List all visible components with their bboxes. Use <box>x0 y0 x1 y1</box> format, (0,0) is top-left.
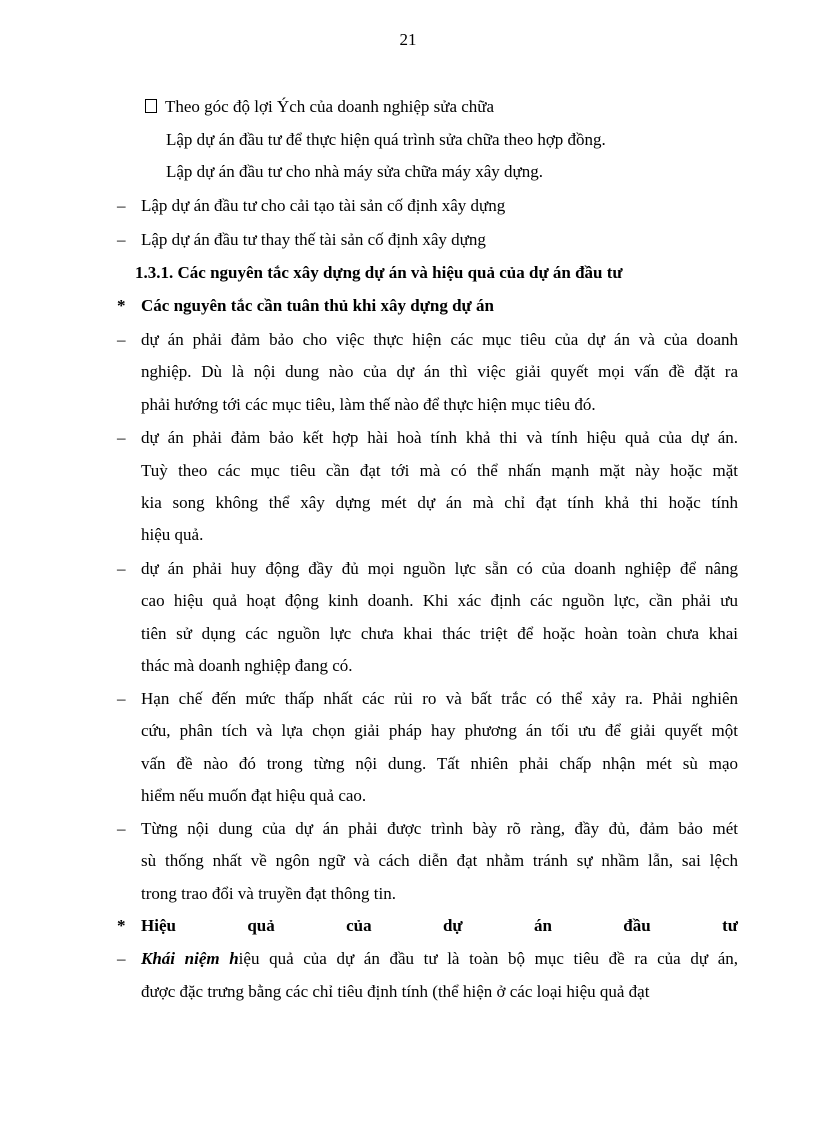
dash-bullet: – <box>117 559 126 578</box>
list-item: Lập dự án đầu tư cho nhà máy sửa chữa máy xây dựng. <box>166 162 543 181</box>
subheading-word: án <box>533 916 552 935</box>
dash-bullet: – <box>117 949 126 968</box>
dash-bullet: – <box>117 428 126 447</box>
paragraph-line <box>141 949 738 969</box>
paragraph-text: iệu quả của dự án đầu tư là toàn bộ mục tiêu đề ra của dự án, <box>238 949 738 968</box>
paragraph-line: nghiệp. Dù là nội dung nào của dự án thì việc giải quyết mọi vấn đề đặt ra <box>141 362 738 381</box>
list-item-text: Theo góc độ lợi Ých của doanh nghiệp sửa chữa <box>165 97 495 116</box>
paragraph-line: Tuỳ theo các mục tiêu cần đạt tới mà có thể nhấn mạnh mặt này hoặc mặt <box>141 461 738 480</box>
paragraph-line: cứu, phân tích và lựa chọn giải pháp hay phương án tối ưu để giải quyết một <box>141 721 738 740</box>
paragraph-line: dự án phải đảm bảo kết hợp hài hoà tính khả thi và tính hiệu quả của dự án. <box>141 428 738 447</box>
section-heading: 1.3.1. Các nguyên tắc xây dựng dự án và hiệu quả của dự án đầu tư <box>135 263 623 282</box>
paragraph-line: sù thống nhất về ngôn ngữ và cách diễn đạt nhằm tránh sự nhầm lẫn, sai lệch <box>141 851 738 870</box>
page-number: 21 <box>399 30 417 49</box>
checkbox-bullet-icon <box>145 99 157 113</box>
subheading-word: đầu <box>623 916 651 935</box>
subheading-word: dự <box>442 916 463 935</box>
paragraph-line: Từng nội dung của dự án phải được trình bày rõ ràng, đầy đủ, đảm bảo mét <box>141 819 738 838</box>
star-bullet: * <box>117 916 126 935</box>
paragraph-line: phải hướng tới các mục tiêu, làm thế nào để thực hiện mục tiêu đó. <box>141 395 596 414</box>
list-item: Lập dự án đầu tư thay thế tài sản cố định xây dựng <box>141 230 486 249</box>
dash-bullet: – <box>117 196 126 215</box>
paragraph-line: được đặc trưng bằng các chỉ tiêu định tính (thể hiện ở các loại hiệu quả đạt <box>141 982 650 1001</box>
paragraph-line: hiểm nếu muốn đạt hiệu quả cao. <box>141 786 367 805</box>
paragraph-line: thác mà doanh nghiệp đang có. <box>141 656 353 675</box>
subheading-word: của <box>346 916 372 935</box>
paragraph-line: dự án phải huy động đầy đủ mọi nguồn lực sẵn có của doanh nghiệp để nâng <box>141 559 738 578</box>
dash-bullet: – <box>117 819 126 838</box>
star-bullet: * <box>117 296 126 315</box>
subheading-word: tư <box>722 916 738 935</box>
paragraph-line: cao hiệu quả hoạt động kinh doanh. Khi xác định các nguồn lực, cần phải ưu <box>141 591 738 610</box>
dash-bullet: – <box>117 689 126 708</box>
dash-bullet: – <box>117 330 126 349</box>
paragraph-line: vấn đề nào đó trong từng nội dung. Tất nhiên phải chấp nhận mét sù mạo <box>141 754 738 773</box>
subheading-word: Hiệu <box>141 916 176 935</box>
list-item <box>145 97 494 117</box>
paragraph-line: hiệu quả. <box>141 525 204 544</box>
paragraph-line: dự án phải đảm bảo cho việc thực hiện các mục tiêu của dự án và của doanh <box>141 330 738 349</box>
subheading: Các nguyên tắc cần tuân thủ khi xây dựng dự án <box>141 296 494 315</box>
term-bold-italic: Khái niệm h <box>141 949 239 968</box>
paragraph-line: Hạn chế đến mức thấp nhất các rủi ro và bất trắc có thể xảy ra. Phải nghiên <box>141 689 738 708</box>
list-item: Lập dự án đầu tư để thực hiện quá trình sửa chữa theo hợp đồng. <box>166 130 606 149</box>
subheading-word: quả <box>247 916 275 935</box>
paragraph-line: kia song không thể xây dựng mét dự án mà chỉ đạt tính khả thi hoặc tính <box>141 493 738 512</box>
dash-bullet: – <box>117 230 126 249</box>
subheading-spread <box>141 916 738 936</box>
paragraph-line: tiên sử dụng các nguồn lực chưa khai thác triệt để hoặc hoàn toàn chưa khai <box>141 624 738 643</box>
list-item: Lập dự án đầu tư cho cải tạo tài sản cố định xây dựng <box>141 196 506 215</box>
paragraph-line: trong trao đổi và truyền đạt thông tin. <box>141 884 396 903</box>
